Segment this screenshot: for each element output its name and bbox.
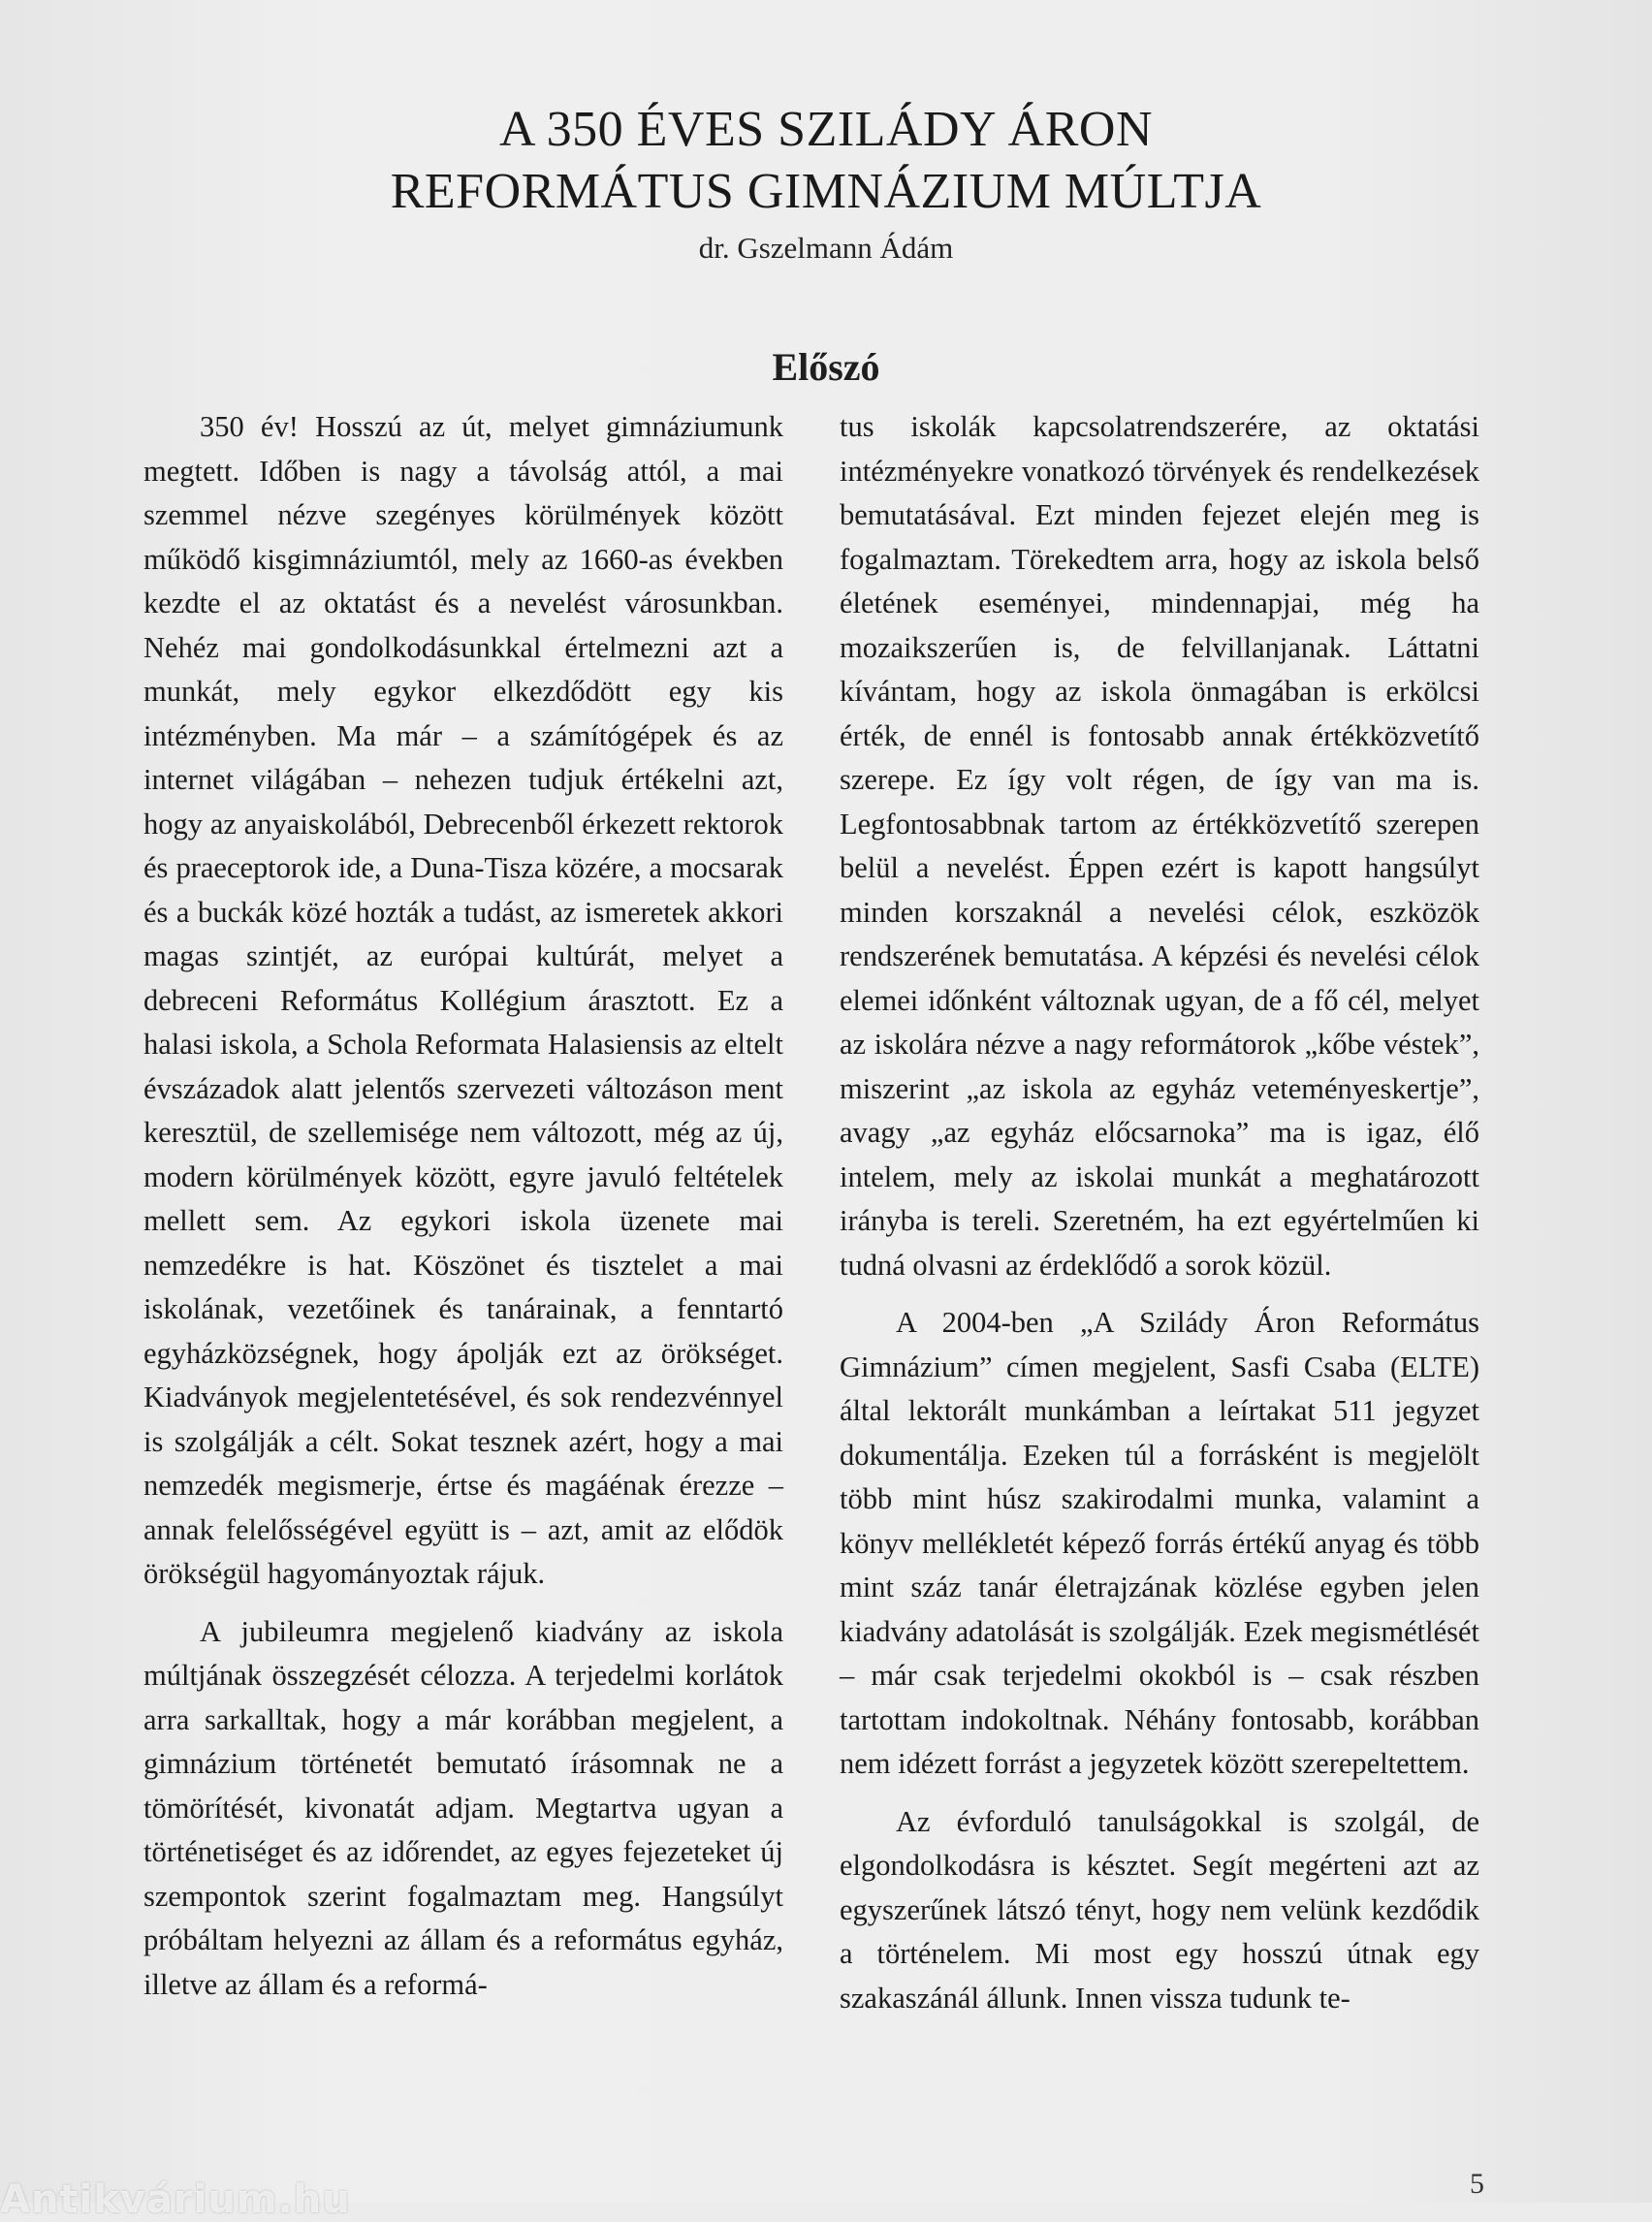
section-heading: Előszó xyxy=(772,345,880,390)
author-name: dr. Gszelmann Ádám xyxy=(698,231,954,265)
paragraph: Az évforduló tanulságokkal is szolgál, de elgondolkodásra is késztet. Segít megérteni azt az egyszerűnek látszó tényt, hogy nem velünk kezdődik a történelem. Mi most egy hosszú útnak egy szakaszánál állunk. Innen vissza tudunk te- xyxy=(840,1804,1479,2015)
right-column xyxy=(840,405,1479,2020)
paragraph: tus iskolák kapcsolatrendszerére, az oktatási intézményekre vonatkozó törvények és rendelkezések bemutatásával. Ezt minden fejezet elején meg is fogalmaztam. Törekedtem arra, hogy az iskola belső életének eseményei, mindennapjai, még ha mozaikszerűen is, de felvillanjanak. Láttatni kívántam, hogy az iskola önmagában is erkölcsi érték, de ennél is fontosabb annak értékközvetítő szerepe. Ez így volt régen, de így van ma is. Legfontosabbnak tartom az értékközvetítő szerepen belül a nevelést. Éppen ezért is kapott hangsúlyt minden korszaknál a nevelési célok, eszközök rendszerének bemutatása. A képzési és nevelési célok elemei időnként változnak ugyan, de a fő cél, melyet az iskolára nézve a nagy reformátorok „kőbe véstek”, miszerint „az iskola az egyház veteményeskertje”, avagy „az egyház előcsarnoka” ma is igaz, élő intelem, mely az iskolai munkát a meghatározott irányba is tereli. Szeretném, ha ezt egyértelműen ki tudná olvasni az érdeklődő a sorok közül. xyxy=(840,410,1479,1282)
paragraph: 350 év! Hosszú az út, melyet gimnáziumunk megtett. Időben is nagy a távolság attól, a mai szemmel nézve szegényes körülmények között működő kisgimnáziumtól, mely az 1660-as években kezdte el az oktatást és a nevelést városunkban. Nehéz mai gondolkodásunkkal értelmezni azt a munkát, mely egykor elkezdődött egy kis intézményben. Ma már – a számítógépek és az internet világában – nehezen tudjuk értékelni azt, hogy az anyaiskolából, Debrecenből érkezett rektorok és praeceptorok ide, a Duna-Tisza közére, a mocsarak és a buckák közé hozták a tudást, az ismeretek akkori magas szintjét, az európai kultúrát, melyet a debreceni Református Kollégium árasztott. Ez a halasi iskola, a Schola Reformata Halasiensis az eltelt évszázadok alatt jelentős szervezeti változáson ment keresztül, de szellemisége nem változott, még az új, modern körülmények között, egyre javuló feltételek mellett sem. Az egykori iskola üzenete mai nemzedékre is hat. Köszönet és tisztelet a mai iskolának, vezetőinek és tanárainak, a fenntartó egyházközségnek, hogy ápolják ezt az örökséget. Kiadványok megjelentetésével, és sok rendezvénnyel is szolgálják a célt. Sokat tesznek azért, hogy a mai nemzedék megismerje, értse és magáénak érezze – annak felelősségével együtt is – azt, amit az elődök örökségül hagyományoztak rájuk. xyxy=(143,410,783,1590)
title-line-2: REFORMÁTUS GIMNÁZIUM MÚLTJA xyxy=(390,164,1262,219)
page-number: 5 xyxy=(1470,2168,1484,2200)
left-column xyxy=(143,405,783,2007)
title-line-1: A 350 ÉVES SZILÁDY ÁRON xyxy=(498,102,1154,157)
paragraph: A 2004-ben „A Szilády Áron Református Gimnázium” címen megjelent, Sasfi Csaba (ELTE) által lektorált munkámban a leírtakat 511 jegyzet dokumentálja. Ezeken túl a forrásként is megjelölt több mint húsz szakirodalmi munka, valamint a könyv mellékletét képező forrás értékű anyag és több mint száz tanár életrajzának közlése egyben jelen kiadvány adatolását is szolgálják. Ezek megismétlését – már csak terjedelmi okokból is – csak részben tartottam indokoltnak. Néhány fontosabb, korábban nem idézett forrást a jegyzetek között szerepeltettem. xyxy=(840,1306,1479,1780)
paragraph: A jubileumra megjelenő kiadvány az iskola múltjának összegzését célozza. A terjedelmi korlátok arra sarkalltak, hogy a már korábban megjelent, a gimnázium történetét bemutató írásomnak ne a tömörítését, kivonatát adjam. Megtartva ugyan a történetiséget és az időrendet, az egyes fejezeteket új szempontok szerint fogalmaztam meg. Hangsúlyt próbáltam helyezni az állam és a református egyház, illetve az állam és a reformá- xyxy=(143,1614,783,2001)
watermark: Antikvárium.hu xyxy=(0,2177,351,2222)
